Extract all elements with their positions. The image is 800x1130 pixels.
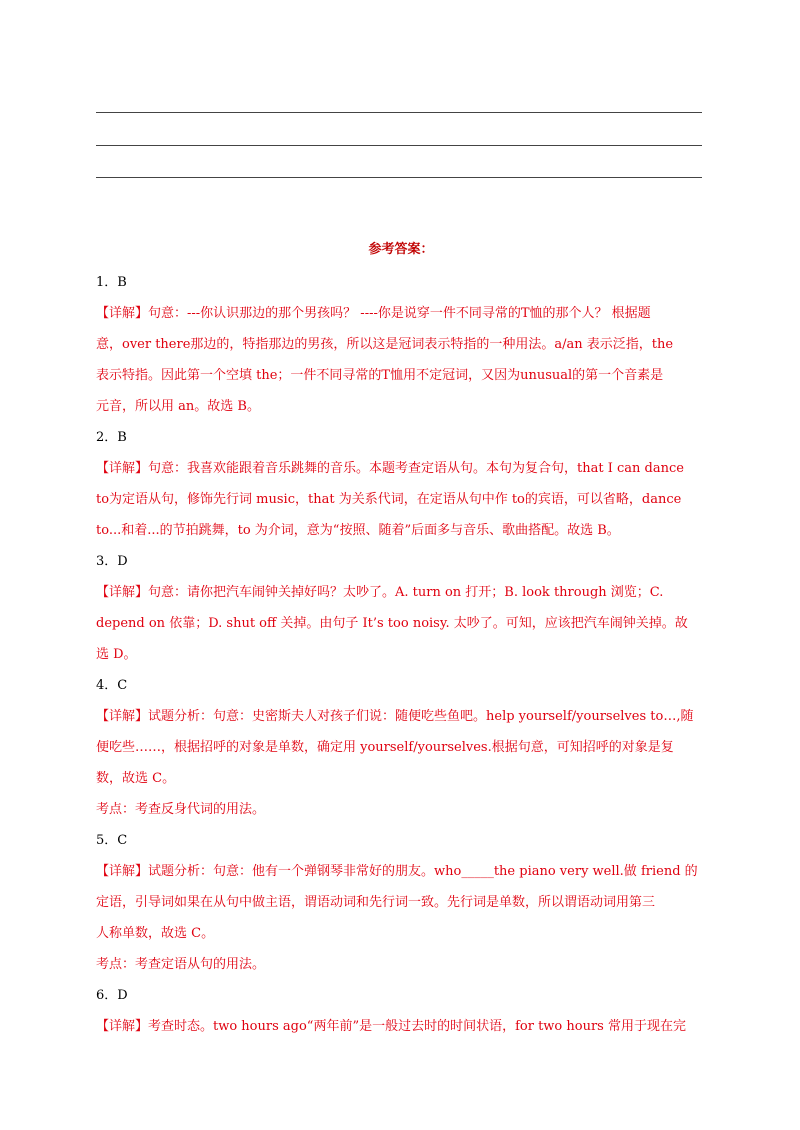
answer-number-4: 4．C [96, 678, 128, 693]
explanation-2-line-1: 【详解】句意：我喜欢能跟着音乐跳舞的音乐。本题考查定语从句。本句为复合句，that I can dance [96, 461, 684, 476]
answer-blank-line-2 [96, 145, 702, 146]
answer-key-section [96, 238, 706, 1042]
explanation-3-line-3: 选 D。 [96, 647, 137, 662]
answer-blank-line-1 [96, 112, 702, 113]
answer-key-title: 参考答案： [368, 242, 434, 257]
explanation-1-line-3: 表示特指。因此第一个空填 the；一件不同寻常的T恤用不定冠词，又因为unusual的第一个音素是 [96, 368, 664, 383]
answer-number-3: 3．D [96, 554, 128, 569]
explanation-4-line-2: 便吃些……，根据招呼的对象是单数，确定用 yourself/yourselves.根据句意，可知招呼的对象是复 [96, 740, 674, 755]
note-5: 考点：考查定语从句的用法。 [96, 957, 266, 972]
note-4: 考点：考查反身代词的用法。 [96, 802, 266, 817]
answer-number-1: 1．B [96, 275, 127, 290]
explanation-5-line-3: 人称单数，故选 C。 [96, 926, 215, 941]
explanation-3-line-2: depend on 依靠；D. shut off 关掉。由句子 It’s too noisy. 太吵了。可知，应该把汽车闹钟关掉。故 [96, 616, 688, 631]
explanation-2-line-3: to...和着...的节拍跳舞，to 为介词，意为“按照、随着”后面多与音乐、歌曲搭配。故选 B。 [96, 523, 620, 538]
answer-number-6: 6．D [96, 988, 128, 1003]
answer-blank-line-3 [96, 177, 702, 178]
explanation-1-line-1: 【详解】句意：---你认识那边的那个男孩吗？ ----你是说穿一件不同寻常的T恤的那个人？ 根据题 [96, 306, 651, 321]
explanation-3-line-1: 【详解】句意：请你把汽车闹钟关掉好吗？太吵了。A. turn on 打开；B. look through 浏览；C. [96, 585, 664, 600]
explanation-5-line-2: 定语，引导词如果在从句中做主语，谓语动词和先行词一致。先行词是单数，所以谓语动词用第三 [96, 895, 656, 910]
answer-number-2: 2．B [96, 430, 127, 445]
explanation-1-line-4: 元音，所以用 an。故选 B。 [96, 399, 260, 414]
explanation-6-line-1: 【详解】考查时态。two hours ago“两年前”是一般过去时的时间状语，for two hours 常用于现在完 [96, 1019, 686, 1034]
answer-number-5: 5．C [96, 833, 128, 848]
explanation-1-line-2: 意，over there那边的，特指那边的男孩，所以这是冠词表示特指的一种用法。a/an 表示泛指，the [96, 337, 674, 352]
explanation-4-line-1: 【详解】试题分析：句意：史密斯夫人对孩子们说：随便吃些鱼吧。help yourself/yourselves to…,随 [96, 709, 694, 724]
explanation-2-line-2: to为定语从句，修饰先行词 music，that 为关系代词，在定语从句中作 to的宾语，可以省略，dance [96, 492, 682, 507]
explanation-4-line-3: 数，故选 C。 [96, 771, 176, 786]
explanation-5-line-1: 【详解】试题分析：句意：他有一个弹钢琴非常好的朋友。who_____the piano very well.做 friend 的 [96, 864, 698, 879]
